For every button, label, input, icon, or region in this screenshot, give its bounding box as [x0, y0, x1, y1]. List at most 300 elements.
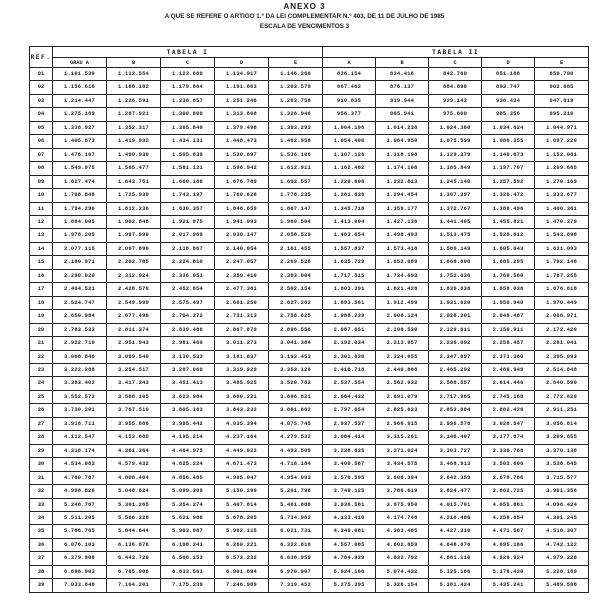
reference-cell: 15 — [30, 256, 53, 269]
table-row — [30, 525, 589, 538]
table-row — [30, 417, 589, 430]
salary-cell: 1.220.606 — [323, 175, 376, 188]
salary-cell: 3.011.273 — [215, 337, 269, 350]
column-header: C — [429, 58, 482, 68]
table-row — [30, 471, 589, 484]
salary-cell: 3.130.533 — [161, 350, 215, 363]
salary-cell: 3.767.510 — [107, 404, 161, 417]
salary-cell: 2.336.051 — [161, 269, 215, 282]
salary-cell: 5.962.115 — [215, 525, 269, 538]
salary-cell: 1.345.718 — [323, 202, 376, 215]
salary-cell: 4.237.164 — [215, 431, 269, 444]
salary-cell: 3.287.060 — [161, 363, 215, 376]
salary-cell: 2.664.432 — [323, 390, 376, 403]
column-header: E — [269, 58, 323, 68]
salary-cell: 3.099.540 — [107, 350, 161, 363]
salary-cell: 4.516.307 — [535, 525, 589, 538]
tabela-2-header: TABELA II — [323, 47, 589, 58]
salary-cell: 1.867.147 — [269, 202, 323, 215]
reference-cell: 13 — [30, 229, 53, 242]
salary-cell: 1.794.290 — [53, 202, 107, 215]
salary-cell: 5.678.205 — [215, 511, 269, 524]
salary-scale-title: ESCALA DE VENCIMENTOS 3 — [259, 23, 350, 30]
salary-cell: 5.275.395 — [323, 579, 376, 592]
salary-cell: 4.929.924 — [482, 552, 535, 565]
salary-cell: 2.951.943 — [107, 337, 161, 350]
salary-cell: 1.413.004 — [323, 215, 376, 228]
salary-cell: 1.333.677 — [535, 189, 589, 202]
salary-cell: 2.068.971 — [535, 310, 589, 323]
salary-cell: 1.179.864 — [161, 81, 215, 94]
ref-header: REF. — [30, 47, 53, 68]
salary-cell: 1.400.361 — [535, 202, 589, 215]
salary-cell: 3.955.886 — [107, 417, 161, 430]
salary-cell: 1.427.136 — [376, 215, 429, 228]
salary-cell: 1.257.592 — [482, 175, 535, 188]
salary-cell: 1.112.554 — [107, 68, 161, 81]
reference-cell: 39 — [30, 579, 53, 592]
salary-cell: 5.354.274 — [161, 498, 215, 511]
salary-cell: 1.717.515 — [323, 269, 376, 282]
salary-cell: 1.743.197 — [161, 189, 215, 202]
salary-cell: 2.404.521 — [53, 283, 107, 296]
salary-cell: 2.477.381 — [215, 283, 269, 296]
salary-cell: 4.856.485 — [161, 471, 215, 484]
salary-cell: 834.416 — [376, 68, 429, 81]
salary-cell: 1.263.758 — [269, 94, 323, 107]
salary-cell: 1.313.808 — [215, 108, 269, 121]
salary-cell: 5.328.154 — [376, 579, 429, 592]
salary-cell: 5.435.241 — [482, 579, 535, 592]
salary-cell: 3.901.356 — [535, 485, 589, 498]
salary-cell: 1.884.005 — [53, 215, 107, 228]
salary-cell: 6.638.959 — [269, 552, 323, 565]
salary-cell: 5.048.824 — [107, 485, 161, 498]
table-row — [30, 148, 589, 161]
salary-cell: 5.024.186 — [323, 565, 376, 578]
salary-cell: 1.075.599 — [429, 135, 482, 148]
reference-cell: 24 — [30, 377, 53, 390]
salary-cell: 3.319.929 — [215, 363, 269, 376]
table-row — [30, 337, 589, 350]
salary-cell: 3.678.786 — [482, 471, 535, 484]
salary-cell: 1.156.616 — [53, 81, 107, 94]
salary-cell: 1.152.081 — [535, 148, 589, 161]
reference-cell: 01 — [30, 68, 53, 81]
salary-cell: 1.787.255 — [535, 269, 589, 282]
salary-cell: 1.275.169 — [53, 108, 107, 121]
salary-cell: 1.627.474 — [53, 175, 107, 188]
salary-cell: 4.318.174 — [53, 444, 107, 457]
salary-cell: 5.248.767 — [53, 498, 107, 511]
salary-cell: 1.803.391 — [323, 283, 376, 296]
salary-cell: 3.606.304 — [376, 471, 429, 484]
salary-cell: 1.660.188 — [161, 175, 215, 188]
salary-cell: 1.034.624 — [482, 121, 535, 134]
salary-cell: 2.745.168 — [482, 390, 535, 403]
salary-cell: 2.347.897 — [429, 350, 482, 363]
salary-cell: 1.978.205 — [53, 229, 107, 242]
table-row — [30, 162, 589, 175]
salary-cell: 3.451.413 — [161, 377, 215, 390]
salary-cell: 3.503.606 — [482, 458, 535, 471]
salary-cell: 2.758.625 — [269, 310, 323, 323]
salary-cell: 3.383.402 — [53, 377, 107, 390]
table-row — [30, 68, 589, 81]
salary-cell: 910.835 — [323, 94, 376, 107]
salary-cell: 2.192.034 — [323, 337, 376, 350]
salary-cell: 4.112.547 — [53, 431, 107, 444]
table-row — [30, 498, 589, 511]
salary-cell: 1.434.131 — [161, 135, 215, 148]
salary-cell: 3.485.925 — [215, 377, 269, 390]
salary-cell: 4.279.532 — [269, 431, 323, 444]
salary-cell: 2.465.292 — [429, 363, 482, 376]
table-row — [30, 458, 589, 471]
salary-cell: 2.601.250 — [215, 296, 269, 309]
salary-cell: 3.995.442 — [161, 417, 215, 430]
salary-cell: 3.084.414 — [323, 431, 376, 444]
salary-cell: 1.970.449 — [535, 296, 589, 309]
salary-cell: 5.228.189 — [535, 565, 589, 578]
salary-cell: 1.044.971 — [535, 121, 589, 134]
reference-cell: 05 — [30, 121, 53, 134]
salary-cell: 4.671.473 — [215, 458, 269, 471]
salary-cell: 2.911.251 — [535, 404, 589, 417]
salary-cell: 3.041.384 — [269, 337, 323, 350]
table-row — [30, 229, 589, 242]
salary-cell: 2.966.915 — [376, 417, 429, 430]
salary-cell: 2.236.092 — [429, 337, 482, 350]
salary-cell: 2.416.718 — [323, 363, 376, 376]
column-header: D — [215, 58, 269, 68]
salary-cell: 3.623.984 — [161, 390, 215, 403]
reference-cell: 19 — [30, 310, 53, 323]
salary-cell: 1.536.106 — [269, 148, 323, 161]
salary-cell: 1.441.405 — [429, 215, 482, 228]
salary-cell: 1.146.266 — [269, 68, 323, 81]
salary-cell: 1.752.036 — [429, 269, 482, 282]
salary-cell: 2.853.884 — [429, 404, 482, 417]
salary-cell: 842.760 — [429, 68, 482, 81]
column-header: D — [482, 58, 535, 68]
salary-cell: 2.108.530 — [376, 323, 429, 336]
salary-cell: 1.185.849 — [429, 162, 482, 175]
salary-cell: 4.174.748 — [376, 511, 429, 524]
salary-cell: 3.881.662 — [269, 404, 323, 417]
salary-cell: 876.137 — [376, 81, 429, 94]
reference-cell: 38 — [30, 565, 53, 578]
salary-cell: 6.573.232 — [215, 552, 269, 565]
salary-cell: 2.440.888 — [376, 363, 429, 376]
salary-cell: 2.839.486 — [161, 323, 215, 336]
salary-cell: 3.824.477 — [429, 485, 482, 498]
salary-cell: 3.588.105 — [107, 390, 161, 403]
salary-cell: 1.960.504 — [269, 215, 323, 228]
salary-cell: 4.035.394 — [215, 417, 269, 430]
table-row — [30, 256, 589, 269]
column-header: B — [376, 58, 429, 68]
salary-cell: 1.839.638 — [429, 283, 482, 296]
salary-cell: 3.146.407 — [429, 431, 482, 444]
table-row — [30, 310, 589, 323]
column-header: B — [107, 58, 161, 68]
salary-cell: 6.260.221 — [215, 538, 269, 551]
salary-cell: 1.725.939 — [107, 189, 161, 202]
salary-cell: 1.931.620 — [429, 296, 482, 309]
salary-cell: 4.301.245 — [535, 511, 589, 524]
salary-cell: 3.730.201 — [53, 404, 107, 417]
column-header: A — [323, 58, 376, 68]
salary-cell: 938.434 — [482, 94, 535, 107]
column-header: GRAU A — [53, 58, 107, 68]
reference-cell: 31 — [30, 471, 53, 484]
table-row — [30, 565, 589, 578]
table-row — [30, 350, 589, 363]
reference-cell: 18 — [30, 296, 53, 309]
salary-cell: 1.589.149 — [429, 242, 482, 255]
reference-cell: 34 — [30, 511, 53, 524]
salary-cell: 3.161.837 — [215, 350, 269, 363]
salary-cell: 3.660.221 — [215, 390, 269, 403]
salary-cell: 4.493.509 — [269, 444, 323, 457]
salary-cell: 884.898 — [429, 81, 482, 94]
table-row — [30, 108, 589, 121]
salary-cell: 1.232.813 — [376, 175, 429, 188]
salary-cell: 5.099.309 — [161, 485, 215, 498]
table-row — [30, 94, 589, 107]
document-subtitle: A QUE SE REFERE O ARTIGO 1.º DA LEI COMPLEMENTAR N.º 403, DE 11 DE JULHO DE 1985 — [164, 13, 445, 20]
salary-cell: 4.195.214 — [161, 431, 215, 444]
salary-cell: 2.704.272 — [161, 310, 215, 323]
salary-cell: 4.648.676 — [429, 538, 482, 551]
salary-cell: 1.513.475 — [429, 229, 482, 242]
table-row — [30, 202, 589, 215]
salary-cell: 1.483.654 — [323, 229, 376, 242]
salary-cell: 2.783.533 — [53, 323, 107, 336]
salary-cell: 4.258.654 — [482, 511, 535, 524]
salary-cell: 1.581.131 — [161, 162, 215, 175]
salary-cell: 1.876.618 — [535, 283, 589, 296]
salary-cell: 2.281.041 — [535, 337, 589, 350]
salary-cell: 2.614.446 — [482, 377, 535, 390]
salary-cell: 1.821.428 — [376, 283, 429, 296]
salary-cell: 1.528.612 — [482, 229, 535, 242]
salary-cell: 1.203.579 — [269, 81, 323, 94]
salary-cell: 1.359.177 — [376, 202, 429, 215]
reference-cell: 17 — [30, 283, 53, 296]
salary-cell: 1.912.499 — [376, 296, 429, 309]
salary-cell: 2.213.957 — [376, 337, 429, 350]
salary-cell: 3.552.572 — [53, 390, 107, 403]
reference-cell: 03 — [30, 94, 53, 107]
salary-cell: 1.307.397 — [429, 189, 482, 202]
salary-cell: 2.290.020 — [53, 269, 107, 282]
salary-cell: 1.326.946 — [269, 108, 323, 121]
salary-cell: 4.133.410 — [323, 511, 376, 524]
salary-cell: 2.691.079 — [376, 390, 429, 403]
salary-cell: 6.970.907 — [269, 565, 323, 578]
salary-cell: 2.172.420 — [535, 323, 589, 336]
salary-cell: 3.177.874 — [482, 431, 535, 444]
salary-cell: 1.498.493 — [376, 229, 429, 242]
salary-cell: 4.784.939 — [323, 552, 376, 565]
salary-cell: 2.048.487 — [482, 310, 535, 323]
salary-cell: 3.862.725 — [482, 485, 535, 498]
salary-cell: 1.086.355 — [482, 135, 535, 148]
salary-cell: 4.449.022 — [215, 444, 269, 457]
salary-cell: 1.921.875 — [161, 215, 215, 228]
reference-cell: 12 — [30, 215, 53, 228]
salary-cell: 4.832.792 — [376, 552, 429, 565]
salary-cell: 2.161.455 — [269, 242, 323, 255]
salary-cell: 2.180.971 — [53, 256, 107, 269]
salary-cell: 6.698.903 — [53, 565, 107, 578]
salary-cell: 7.319.452 — [269, 579, 323, 592]
salary-cell: 1.520.897 — [215, 148, 269, 161]
salary-cell: 1.101.539 — [53, 68, 107, 81]
table-row — [30, 579, 589, 592]
salary-cell: 1.470.379 — [535, 215, 589, 228]
salary-cell: 1.245.140 — [429, 175, 482, 188]
salary-cell: 3.222.288 — [53, 363, 107, 376]
salary-cell: 1.693.557 — [269, 175, 323, 188]
salary-cell: 867.462 — [323, 81, 376, 94]
salary-cell: 5.786.765 — [53, 525, 107, 538]
salary-cell: 4.998.826 — [53, 485, 107, 498]
salary-cell: 1.024.380 — [429, 121, 482, 134]
salary-cell: 2.627.262 — [269, 296, 323, 309]
salary-cell: 1.455.821 — [482, 215, 535, 228]
salary-cell: 2.140.054 — [215, 242, 269, 255]
table-row — [30, 377, 589, 390]
reference-cell: 33 — [30, 498, 53, 511]
salary-cell: 4.015.701 — [429, 498, 482, 511]
salary-cell: 6.765.906 — [107, 565, 161, 578]
salary-cell: 4.557.085 — [323, 538, 376, 551]
salary-cell: 2.937.537 — [323, 417, 376, 430]
salary-cell: 3.749.125 — [323, 485, 376, 498]
salary-cell: 1.393.293 — [269, 121, 323, 134]
salary-cell: 5.301.265 — [107, 498, 161, 511]
salary-cell: 4.760.787 — [53, 471, 107, 484]
salary-cell: 1.612.911 — [269, 162, 323, 175]
salary-cell: 2.129.611 — [429, 323, 482, 336]
reference-cell: 36 — [30, 538, 53, 551]
salary-cell: 3.336.768 — [482, 444, 535, 457]
salary-cell: 1.941.093 — [215, 215, 269, 228]
salary-cell: 3.434.575 — [376, 458, 429, 471]
salary-cell: 1.549.975 — [53, 162, 107, 175]
reference-cell: 07 — [30, 148, 53, 161]
salary-cell: 1.950.940 — [482, 296, 535, 309]
salary-cell: 1.652.089 — [376, 256, 429, 269]
salary-cell: 3.056.814 — [535, 417, 589, 430]
salary-cell: 2.996.578 — [429, 417, 482, 430]
salary-cell: 7.246.989 — [215, 579, 269, 592]
salary-cell: 2.772.620 — [535, 390, 589, 403]
salary-cell: 5.074.432 — [376, 565, 429, 578]
salary-cell: 2.731.313 — [215, 310, 269, 323]
salary-cell: 1.372.767 — [429, 202, 482, 215]
salary-cell: 1.557.837 — [323, 242, 376, 255]
salary-cell: 5.201.798 — [269, 485, 323, 498]
salary-cell: 975.600 — [429, 108, 482, 121]
table-row — [30, 538, 589, 551]
salary-cell: 3.975.950 — [376, 498, 429, 511]
salary-cell: 3.115.261 — [376, 431, 429, 444]
salary-cell: 1.997.990 — [107, 229, 161, 242]
salary-cell: 6.901.894 — [215, 565, 269, 578]
salary-cell: 4.383.485 — [376, 525, 429, 538]
salary-cell: 1.320.472 — [482, 189, 535, 202]
column-header: E — [535, 58, 589, 68]
salary-cell: 2.008.124 — [376, 310, 429, 323]
salary-cell: 2.058.529 — [269, 229, 323, 242]
salary-cell: 1.214.447 — [53, 94, 107, 107]
column-header: C — [161, 58, 215, 68]
salary-cell: 2.867.879 — [215, 323, 269, 336]
salary-cell: 4.602.659 — [376, 538, 429, 551]
salary-cell: 1.676.789 — [215, 175, 269, 188]
salary-cell: 2.038.147 — [215, 229, 269, 242]
salary-cell: 2.087.651 — [323, 323, 376, 336]
salary-cell: 1.893.561 — [323, 296, 376, 309]
reference-cell: 28 — [30, 431, 53, 444]
salary-cell: 4.979.228 — [535, 552, 589, 565]
salary-cell: 4.404.975 — [161, 444, 215, 457]
reference-cell: 02 — [30, 81, 53, 94]
salary-cell: 3.936.581 — [323, 498, 376, 511]
salary-cell: 995.210 — [535, 108, 589, 121]
reference-cell: 11 — [30, 202, 53, 215]
salary-cell: 1.365.840 — [161, 121, 215, 134]
table-row — [30, 511, 589, 524]
salary-cell: 2.371.380 — [482, 350, 535, 363]
salary-cell: 2.077.115 — [53, 242, 107, 255]
salary-cell: 2.224.810 — [161, 256, 215, 269]
salary-cell: 4.625.224 — [161, 458, 215, 471]
salary-cell: 1.226.591 — [107, 94, 161, 107]
salary-cell: 1.054.406 — [323, 135, 376, 148]
salary-cell: 1.238.857 — [161, 94, 215, 107]
salary-cell: 1.573.418 — [376, 242, 429, 255]
salary-cell: 4.427.310 — [429, 525, 482, 538]
salary-cell: 929.143 — [429, 94, 482, 107]
salary-cell: 1.004.196 — [323, 121, 376, 134]
salary-cell: 3.303.727 — [429, 444, 482, 457]
table-row — [30, 189, 589, 202]
salary-cell: 3.209.655 — [535, 431, 589, 444]
salary-cell: 2.150.911 — [482, 323, 535, 336]
salary-cell: 6.443.720 — [107, 552, 161, 565]
table-row — [30, 296, 589, 309]
salary-cell: 1.448.473 — [215, 135, 269, 148]
salary-cell: 5.407.814 — [215, 498, 269, 511]
salary-cell: 919.944 — [376, 94, 429, 107]
table-row — [30, 242, 589, 255]
salary-cell: 1.134.917 — [215, 68, 269, 81]
salary-cell: 5.381.424 — [429, 579, 482, 592]
salary-cell: 2.575.497 — [161, 296, 215, 309]
salary-cell: 2.359.410 — [215, 269, 269, 282]
salary-cell: 4.471.587 — [482, 525, 535, 538]
salary-cell: 1.129.379 — [429, 148, 482, 161]
salary-cell: 1.140.673 — [482, 148, 535, 161]
salary-cell: 1.209.685 — [535, 162, 589, 175]
reference-cell: 30 — [30, 458, 53, 471]
salary-cell: 2.097.890 — [107, 242, 161, 255]
